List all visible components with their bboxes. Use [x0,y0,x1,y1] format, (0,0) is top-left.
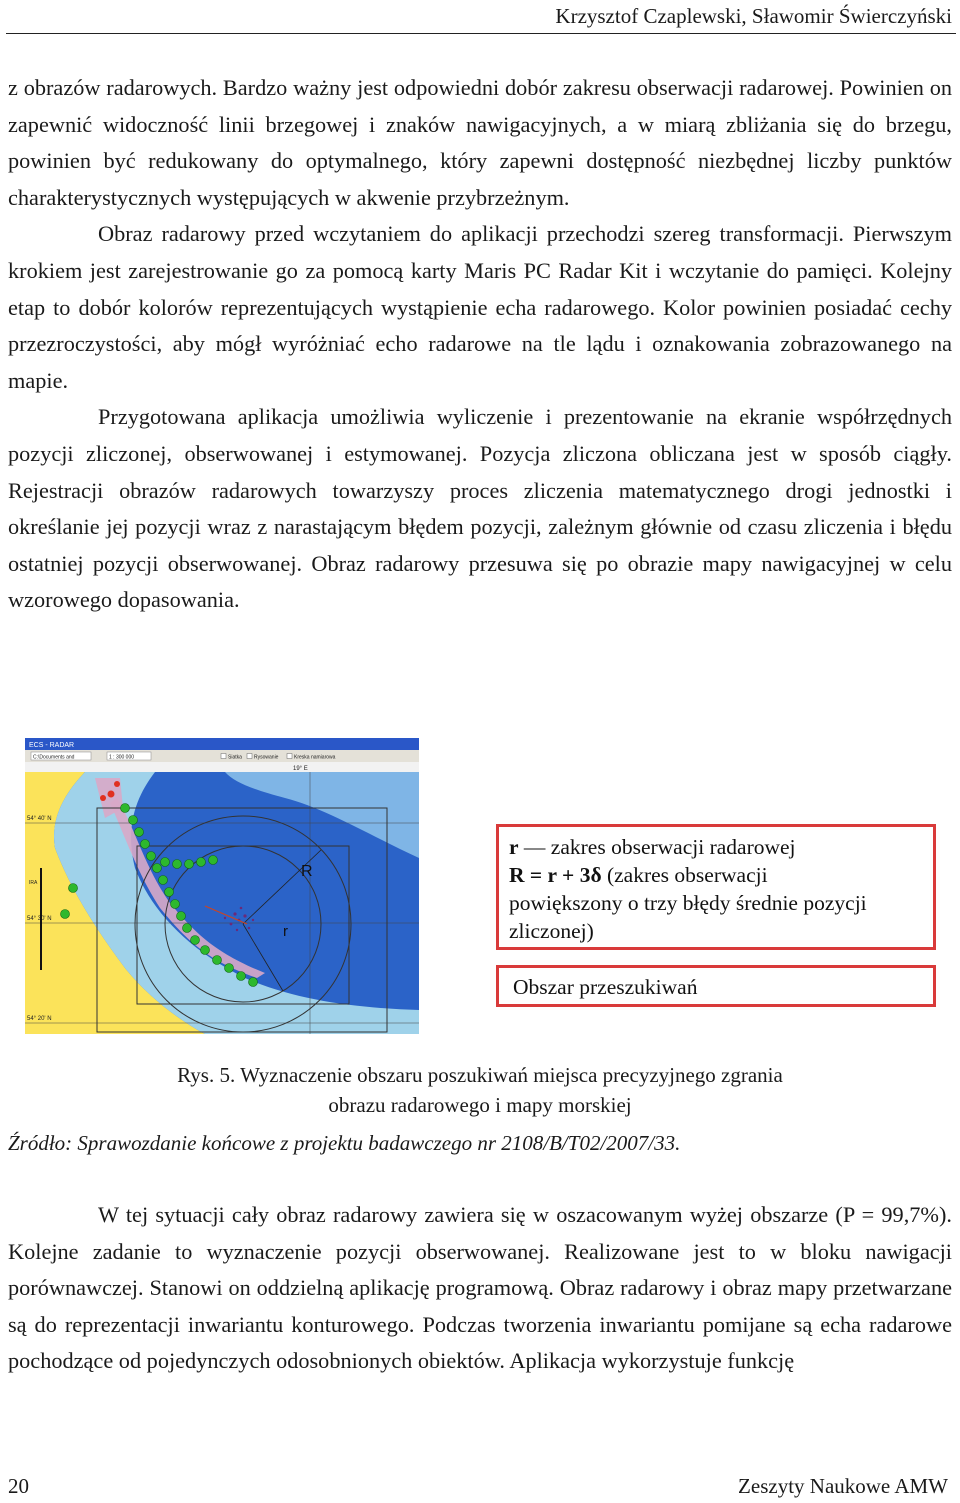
journal-name: Zeszyty Naukowe AMW [738,1474,948,1498]
callout-line: powiększony o trzy błędy średnie pozycji [509,891,867,915]
checkbox-label: Kreska namiarowa [294,754,336,761]
paragraph: W tej sytuacji cały obraz radarowy zawiera się w oszacowanym wyżej obszarze (P = 99,7%). Kolejne zadanie to wyznaczenie pozycji obserwowanej. Realizowane jest to w bloku nawigacji porównawczej. Stanowi on oddzielną aplikację programową. Obraz radarowy i obraz mapy przetwarzane są do reprezentacji inwariantu konturowego. Podczas tworzenia inwariantu pomijane są echa radarowe pochodzące od pojedynczych odosobnionych obiektów. Aplikacja wykorzystuje funkcję [8,1202,952,1374]
label-r: r [283,923,288,940]
window-title: ECS - RADAR [29,742,75,749]
caption-line: Rys. 5. Wyznaczenie obszaru poszukiwań miejsca precyzyjnego zgrania [177,1063,783,1087]
draw-checkbox[interactable] [247,754,252,759]
path-field-text: C:\Documents and [33,754,75,761]
figure-caption [0,1060,960,1120]
latitude-label: 54° 40' N [27,816,52,822]
latitude-label: 54° 20' N [27,1016,52,1022]
callout-line: zliczonej) [509,919,594,943]
latitude-label: 54° 30' N [27,916,52,922]
longitude-label: 19° E [293,766,308,772]
running-header: Krzysztof Czaplewski, Sławomir Świerczyński [555,4,952,28]
body-text-bottom [8,1197,952,1380]
radar-chart-figure [25,738,419,1034]
checkbox-label: Siatka [228,754,242,761]
caption-line: obrazu radarowego i mapy morskiej [328,1093,632,1117]
paragraph: Obraz radarowy przed wczytaniem do aplikacji przechodzi szereg transformacji. Pierwszym krokiem jest zarejestrowanie go za pomocą karty Maris PC Radar Kit i wczytanie do pamięci. Kolejny etap to dobór kolorów reprezentujących wystąpienie echa radarowego. Kolor powinien posiadać cechy przezroczystości, aby mógł wyróżniać echo radarowe na tle lądu i oznakowania zobrazowanego na mapie. [8,221,952,393]
header-rule [6,33,956,34]
label-R: R [301,863,313,880]
callout-search-area: Obszar przeszukiwań [496,965,936,1007]
window-title-bar [25,738,419,750]
body-text-top [8,70,952,619]
checkbox-label: Rysowanie [254,754,279,761]
scale-field-text: 1 : 300 000 [109,754,135,761]
figure-source: Źródło: Sprawozdanie końcowe z projektu badawczego nr 2108/B/T02/2007/33. [8,1131,681,1155]
callout-range-definition [496,824,936,950]
callout-line: R = r + 3δ (zakres obserwacji [509,863,768,887]
page-number: 20 [8,1474,29,1498]
side-label: IRA [29,880,38,886]
paragraph: z obrazów radarowych. Bardzo ważny jest odpowiedni dobór zakresu obserwacji radarowej. Powinien on zapewnić widoczność linii brzegowej i znaków nawigacyjnych, a w miarą zbliżania się do brzegu, powinien być redukowany do optymalnego, który zapewni dostępność niezbędnej liczby punktów charakterystycznych występujących w akwenie przybrzeżnym. [8,75,952,210]
grid-checkbox[interactable] [221,754,226,759]
callout-line: r — zakres obserwacji radarowej [509,835,796,859]
paragraph: Przygotowana aplikacja umożliwia wyliczenie i prezentowanie na ekranie współrzędnych pozycji zliczonej, obserwowanej i estymowanej. Pozycja zliczona obliczana jest w sposób ciągły. Rejestracji obrazów radarowych towarzyszy proces zliczenia matematycznego drogi jednostki i określanie jej pozycji wraz z narastającym błędem pozycji, zależnym głównie od czasu zliczenia i błędu ostatniej pozycji obserwowanej. Obraz radarowy przesuwa się po obrazie mapy nawigacyjnej w celu wzorowego dopasowania. [8,404,952,613]
bearing-checkbox[interactable] [287,754,292,759]
